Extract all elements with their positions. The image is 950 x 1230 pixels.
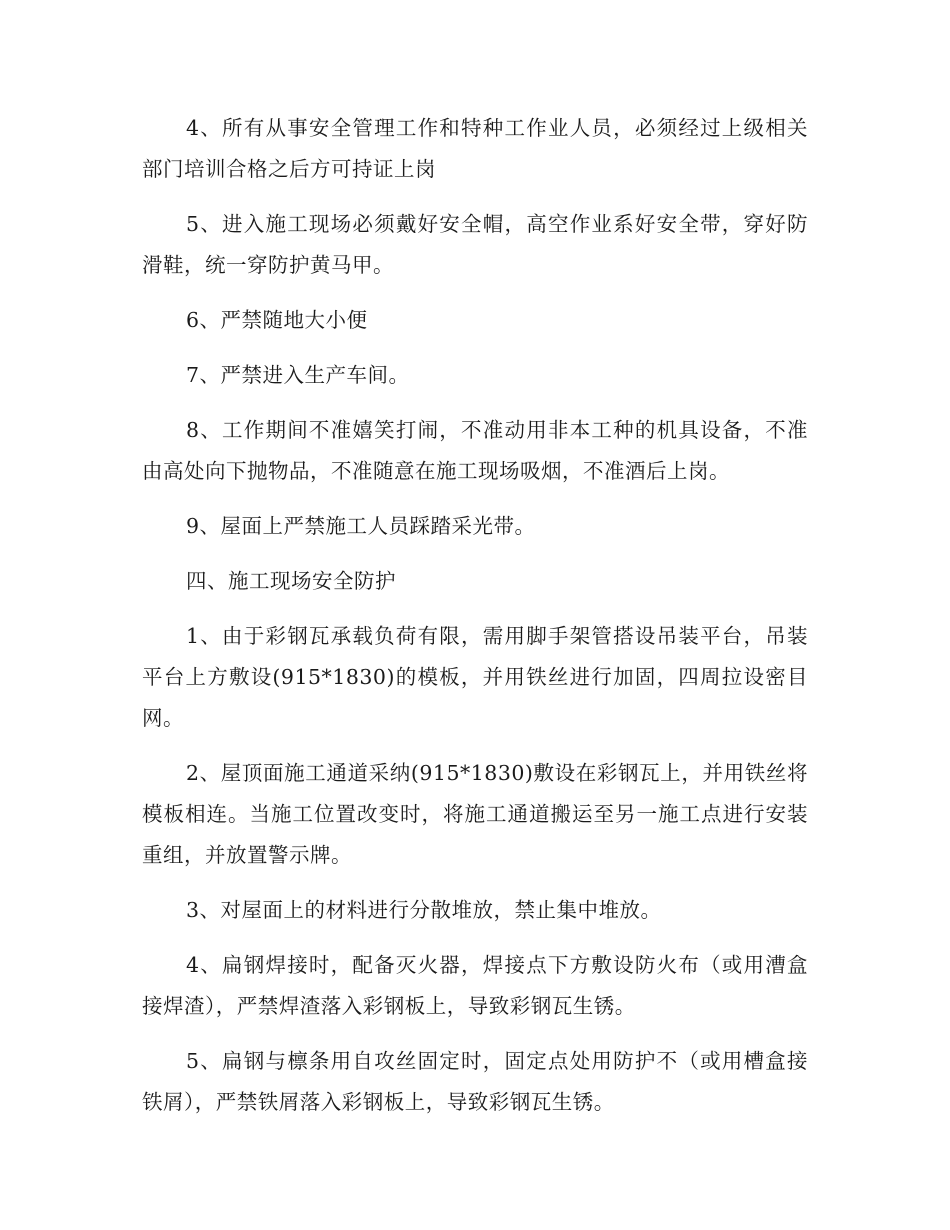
- paragraph-rule-4: 4、所有从事安全管理工作和特种工作业人员，必须经过上级相关部门培训合格之后方可持证上岗: [142, 116, 808, 181]
- document-body: [142, 108, 808, 1137]
- paragraph-protection-5: 5、扁钢与檩条用自攻丝固定时，固定点处用防护不（或用槽盒接铁屑），严禁铁屑落入彩钢板上，导致彩钢瓦生锈。: [142, 1049, 808, 1114]
- paragraph-rule-8: 8、工作期间不准嬉笑打闹，不准动用非本工种的机具设备，不准由高处向下抛物品，不准随意在施工现场吸烟，不准酒后上岗。: [142, 418, 808, 483]
- paragraph-rule-6: 6、严禁随地大小便: [186, 308, 368, 332]
- paragraph-rule-5: 5、进入施工现场必须戴好安全帽，高空作业系好安全带，穿好防滑鞋，统一穿防护黄马甲。: [142, 212, 808, 277]
- paragraph-protection-3: 3、对屋面上的材料进行分散堆放，禁止集中堆放。: [186, 898, 662, 922]
- paragraph-protection-1: 1、由于彩钢瓦承载负荷有限，需用脚手架管搭设吊装平台，吊装平台上方敷设(915*1830)的模板，并用铁丝进行加固，四周拉设密目网。: [142, 624, 808, 730]
- section-heading: 四、施工现场安全防护: [186, 569, 396, 593]
- paragraph-rule-9: 9、屋面上严禁施工人员踩踏采光带。: [186, 514, 536, 538]
- paragraph-rule-7: 7、严禁进入生产车间。: [186, 363, 410, 387]
- paragraph-protection-4: 4、扁钢焊接时，配备灭火器，焊接点下方敷设防火布（或用漕盒接焊渣），严禁焊渣落入彩钢板上，导致彩钢瓦生锈。: [142, 953, 808, 1018]
- paragraph-protection-2: 2、屋顶面施工通道采纳(915*1830)敷设在彩钢瓦上，并用铁丝将模板相连。当施工位置改变时，将施工通道搬运至另一施工点进行安装重组，并放置警示牌。: [142, 761, 808, 867]
